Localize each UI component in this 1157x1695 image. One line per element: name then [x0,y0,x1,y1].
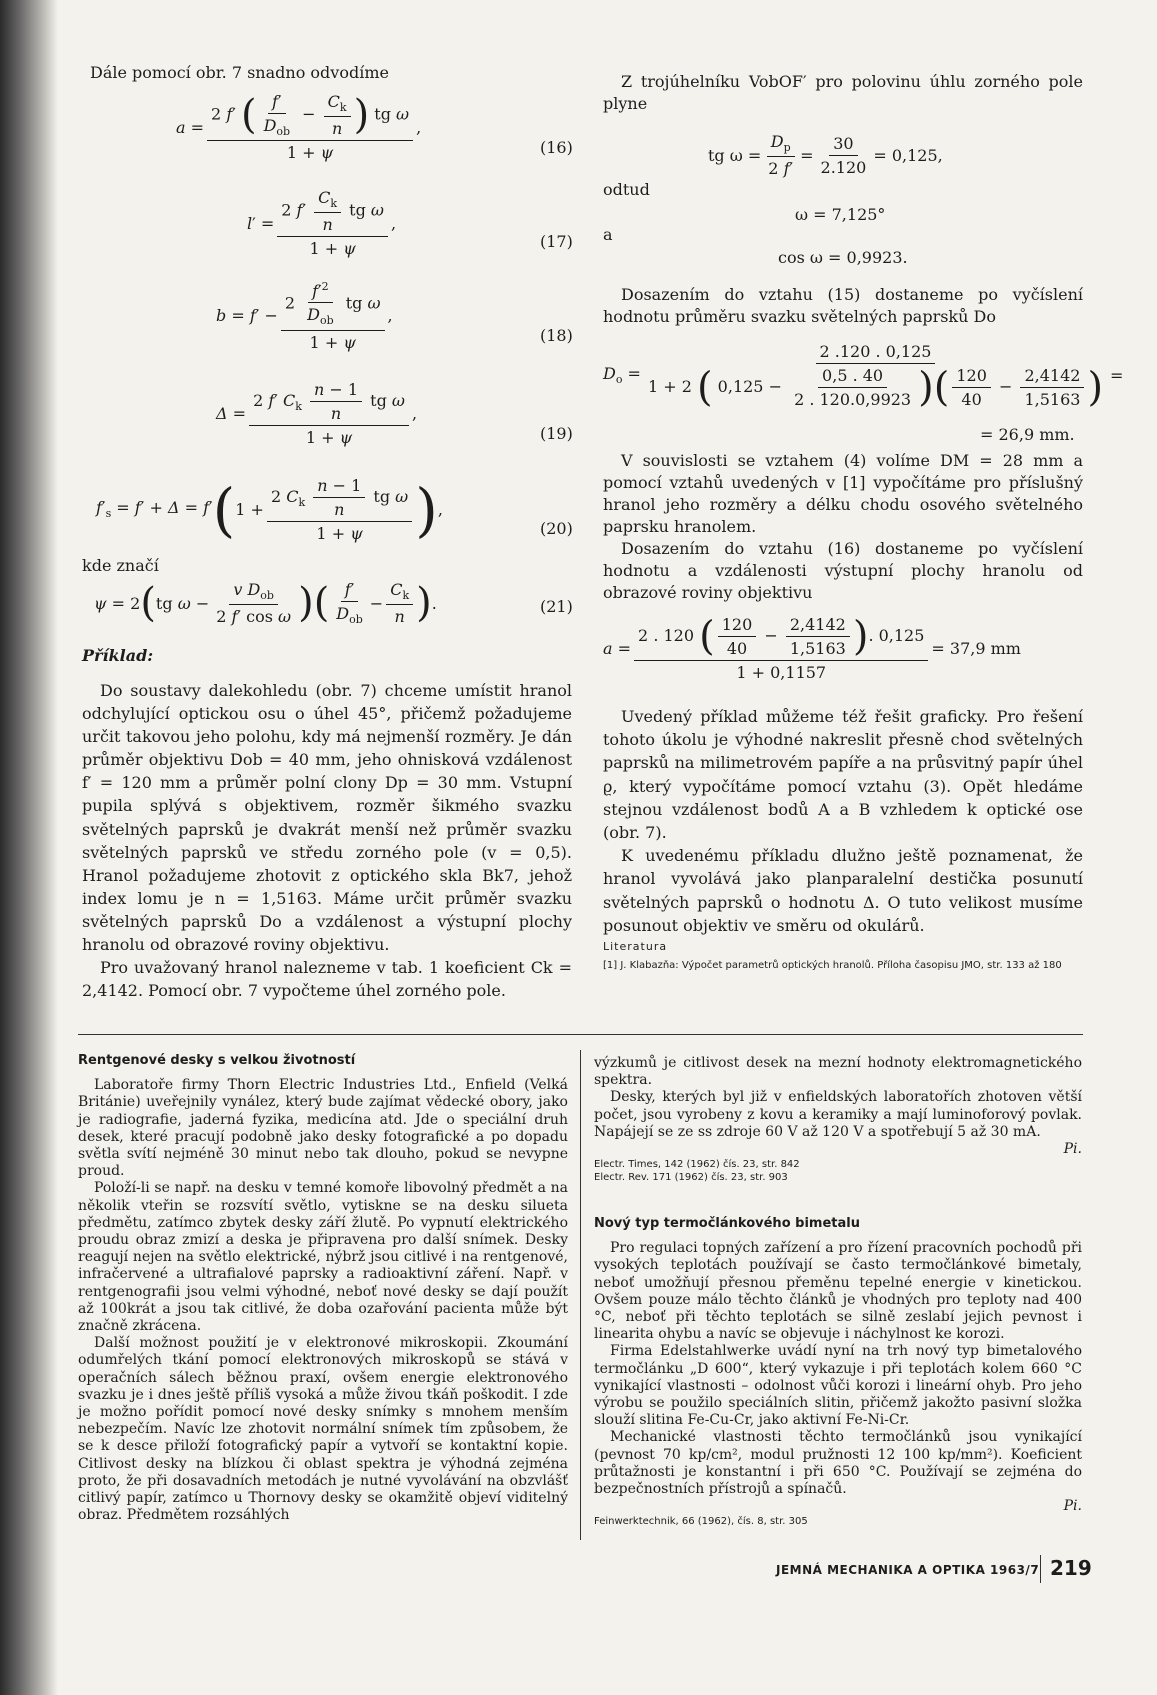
eq16-number: (16) [540,138,573,157]
eq21-number: (21) [540,597,573,616]
example-paragraph-1: Do soustavy dalekohledu (obr. 7) chceme umístit hranol odchylující optickou osu o úhel 45°, přičemž požadujeme určit takovou jeho polohu, kdy má nejmenší rozměry. Je dán průměr objektivu Dob = 40 mm, jeho ohnisková vzdálenost f′ = 120 mm a průměr polní clony Dp = 30 mm. Vstupní pupila splývá s objektivem, rozměr šikmého svazku světelných paprsků je dvakrát menší než průměr svazku světelných paprsků ve středu zorného pole (v = 0,5). Hranol požadujeme zhotovit z optického skla Bk7, jehož index lomu je n = 1,5163. Máme určit průměr svazku světelných paprsků Do a vzdálenost a výstupní plochy hranolu od obrazové roviny objektivu. [82,681,572,955]
graphic-solution-paragraph: Uvedený příklad můžeme též řešit graficky. Pro řešení tohoto úkolu je výhodné nakreslit přesně chod světelných paprsků na milimetrovém papíře a na průsvitný papír úhel ϱ, který vypočítáme pomocí vztahu (3). Opět hledáme stejnou vzdálenost bodů A a B vzhledem k optické ose (obr. 7). [603,707,1083,843]
eq19-number: (19) [540,424,573,443]
news-bimetal-p3: Mechanické vlastnosti těchto termočlánků jsou vynikající (pevnost 70 kp/cm², modul pružnosti 12 100 kp/mm²). Koeficient průtažnosti je konstantní i při 650 °C. Používají se zejména do bezpečnostních přístrojů a spínačů. [594,1429,1082,1498]
do-intro [603,284,1083,328]
literature-section [603,940,1083,972]
right-intro [603,71,1083,115]
news-xray-continued [594,1055,1082,1184]
literature-title: Literatura [603,940,668,953]
right-body-1 [603,450,1083,604]
cos-value: cos ω = 0,9923. [778,248,908,267]
equation-19: Δ = 2 f′ $C_k$ $\frac{n - 1}{n}$ tg ω 1 + ψ , [216,380,418,447]
news-xray-title: Rentgenové desky s velkou životností [78,1053,356,1068]
news-xray-p2: Položí-li se např. na desku v temné komoře libovolný předmět a na několik vteřin se rozsvítí světlo, vytiskne se na desku silueta předmětu, zatímco zbytek desky září žlutě. Po vypnutí elektrického proudu obraz zmizí a deska je připravena pro další snímek. Desky reagují nejen na světlo elektrické, nýbrž jsou citlivé i na rentgenové, infračervené a ultrafialové paprsky a radioaktivní záření. Např. v rentgenografii jsou velmi výhodné, neboť nové desky se dají použít až 100krát a jsou tak citlivé, že doba ozařování pacienta může být značně zkrácena. [78,1180,568,1335]
right-body-2 [603,705,1083,937]
do-result: = 26,9 mm. [980,425,1075,444]
triangle-text: Z trojúhelníku VobOF′ pro polovinu úhlu zorného pole plyne [603,72,1083,113]
odtud-word: odtud [603,180,650,199]
equation-16: a = 2 f′ ( $\frac{f'}{D_{ob}}$ − $\frac{C_k}{n}$ ) tg ω 1 + ψ , [176,92,422,163]
eq20-number: (20) [540,519,573,538]
intro-text: Dále pomocí obr. 7 snadno odvodíme [90,63,389,82]
news-xray-ref1: Electr. Times, 142 (1962) čís. 23, str. 842 [594,1159,800,1171]
example-title: Příklad: [82,646,154,665]
page-number: 219 [1050,1556,1092,1580]
tg-omega-equation: tg ω = $\frac{D_p}{2 f'}$ = $\frac{30}{2.120}$ = 0,125, [708,132,943,179]
kde-znaci: kde značí [82,556,159,575]
a-word: a [603,225,613,244]
eq17-number: (17) [540,232,573,251]
a-equation: a = 2 . 120 ( $\frac{120}{40}$ − $\frac{2,4142}{1,5163}$ ). 0,125 1 + 0,1157 = 37,9 mm [603,613,1021,682]
news-bimetal [594,1215,1082,1528]
equation-21: ψ = 2 ( tg ω − $\frac{v D_{ob}}{\text{2 f′ cos ω}}$ ) ( $\frac{f'}{D_{ob}}$ − $\frac{C_k}{n}$ ) . [94,580,437,627]
example-section [82,645,572,1002]
news-xray-ref2: Electr. Rev. 171 (1962) čís. 23, str. 903 [594,1172,788,1184]
dosazeni-16-paragraph: Dosazením do vztahu (16) dostaneme po vyčíslení hodnotu a vzdálenosti výstupní plochy hranolu od obrazové roviny objektivu [603,539,1083,602]
left-intro [90,62,580,84]
news-xray-p1: Laboratoře firmy Thorn Electric Industries Ltd., Enfield (Velká Británie) uveřejnily vynález, který bude zajímat vědecké obory, jako je radiografie, jaderná fyzika, medicína atd. Jde o speciální druh desek, které pracují podobně jako desky fotografické a po dopadu světla svítí nejméně 30 minut nebo tak dlouho, pokud se nevypne proud. [78,1077,568,1180]
news-bimetal-signature: Pi. [1063,1498,1082,1515]
equation-17: l′ = 2 f′ $\frac{C_k}{n}$ tg ω 1 + ψ , [247,188,397,259]
news-bimetal-title: Nový typ termočlánkového bimetalu [594,1216,860,1231]
section-divider [78,1034,1083,1035]
news-xray-signature: Pi. [1063,1141,1082,1158]
do-equation: $D_o$ = 2 .120 . 0,125 1 + 2 ( 0,125 − $\frac{0,5 . 40}{2 . 120.0,9923}$ )( $\frac{120}{40}$ − $\frac{2,4142}{1,5163}$ ) = [603,342,1124,411]
news-bimetal-ref: Feinwerktechnik, 66 (1962), čís. 8, str. 305 [594,1516,808,1528]
column-divider [580,1050,581,1540]
news-bimetal-p1: Pro regulaci topných zařízení a pro řízení pracovních pochodů při vysokých teplotách používají se často termočlánkové bimetaly, neboť umožňují přesnou přeměnu tepelné energie v kinetickou. Ovšem pouze málo těchto článků je vhodných pro teploty nad 400 °C, neboť při těchto teplotách se silně zeslabí jejich pevnost i linearita ohybu a navíc se objevuje i náchylnost ke korozi. [594,1240,1082,1343]
news-xray-cont-p2: Desky, kterých byl již v enfieldských laboratořích zhotoven větší počet, jsou vyrobeny z kovu a keramiky a mají luminoforový povlak. Napájejí se ze ss zdroje 60 V až 120 V a spotřebují 5 až 30 mA. [594,1089,1082,1140]
dosazeni-15-text: Dosazením do vztahu (15) dostaneme po vyčíslení hodnotu průměru svazku světelných paprsků Do [603,285,1083,326]
example-paragraph-2: Pro uvažovaný hranol nalezneme v tab. 1 koeficient Ck = 2,4142. Pomocí obr. 7 vypočteme úhel zorného pole. [82,958,572,1001]
eq18-number: (18) [540,326,573,345]
note-paragraph: K uvedenému příkladu dlužno ještě poznamenat, že hranol vyvolává jako planparalelní destička posunutí světelných paprsků o hodnotu Δ. O tuto velikost musíme posunout objektiv ve směru od okulárů. [603,846,1083,935]
literature-ref-1: [1] J. Klabazňa: Výpočet parametrů optických hranolů. Příloha časopisu JMO, str. 133 až 180 [603,960,1062,971]
news-xray-plates [78,1052,568,1524]
equation-18: b = f′ − 2 $\frac{f'^2}{D_{ob}}$ tg ω 1 + ψ , [216,280,393,352]
omega-value: ω = 7,125° [795,205,886,224]
equation-20: $f'_s = f' + \Delta = f'$ ( 1 + 2 $C_k$ $\frac{n - 1}{n}$ tg ω 1 + ψ ) , [96,475,443,544]
footer-divider [1040,1555,1041,1583]
souvislost-paragraph: V souvislosti se vztahem (4) volíme DM = 28 mm a pomocí vztahů uvedených v [1] vypočítáme pro příslušný hranol jeho rozměry a délku chodu osového světelného paprsku hranolem. [603,451,1083,536]
news-bimetal-p2: Firma Edelstahlwerke uvádí nyní na trh nový typ bimetalového termočlánku „D 600“, který vykazuje i při teplotách kolem 660 °C vynikající vlastnosti – odolnost vůči korozi i lineární ohyb. Pro jeho výrobu se použilo speciálních slitin, přičemž jakožto pasivní složka slouží slitina Fe-Cu-Cr, jako aktivní Fe-Ni-Cr. [594,1343,1082,1429]
news-xray-p3: Další možnost použití je v elektronové mikroskopii. Zkoumání odumřelých tkání pomocí elektronových mikroskopů se stává v operačních sálech běžnou praxí, ovšem energie elektronového svazku je i dnes ještě příliš vysoká a může živou tkáň poškodit. I zde je možno pořídit pomocí nové desky snímky s mnohem menším nebezpečím. Navíc lze zhotovit normální snímek tím způsobem, že se k desce přiloží fotografický papír a vytvoří se kontaktní kopie. Citlivost desky na blízkou či oblast spektra je výhodná zejména proto, že při dosavadních metodách je nutné vyvolávání na obzvlášť citlivý papír, zatímco u Thornovy desky se okamžitě objeví viditelný obraz. Předmětem rozsáhlých [78,1335,568,1524]
journal-footer: JEMNÁ MECHANIKA A OPTIKA 1963/7 [776,1563,1040,1577]
news-xray-cont-p1: výzkumů je citlivost desek na mezní hodnoty elektromagnetického spektra. [594,1055,1082,1089]
